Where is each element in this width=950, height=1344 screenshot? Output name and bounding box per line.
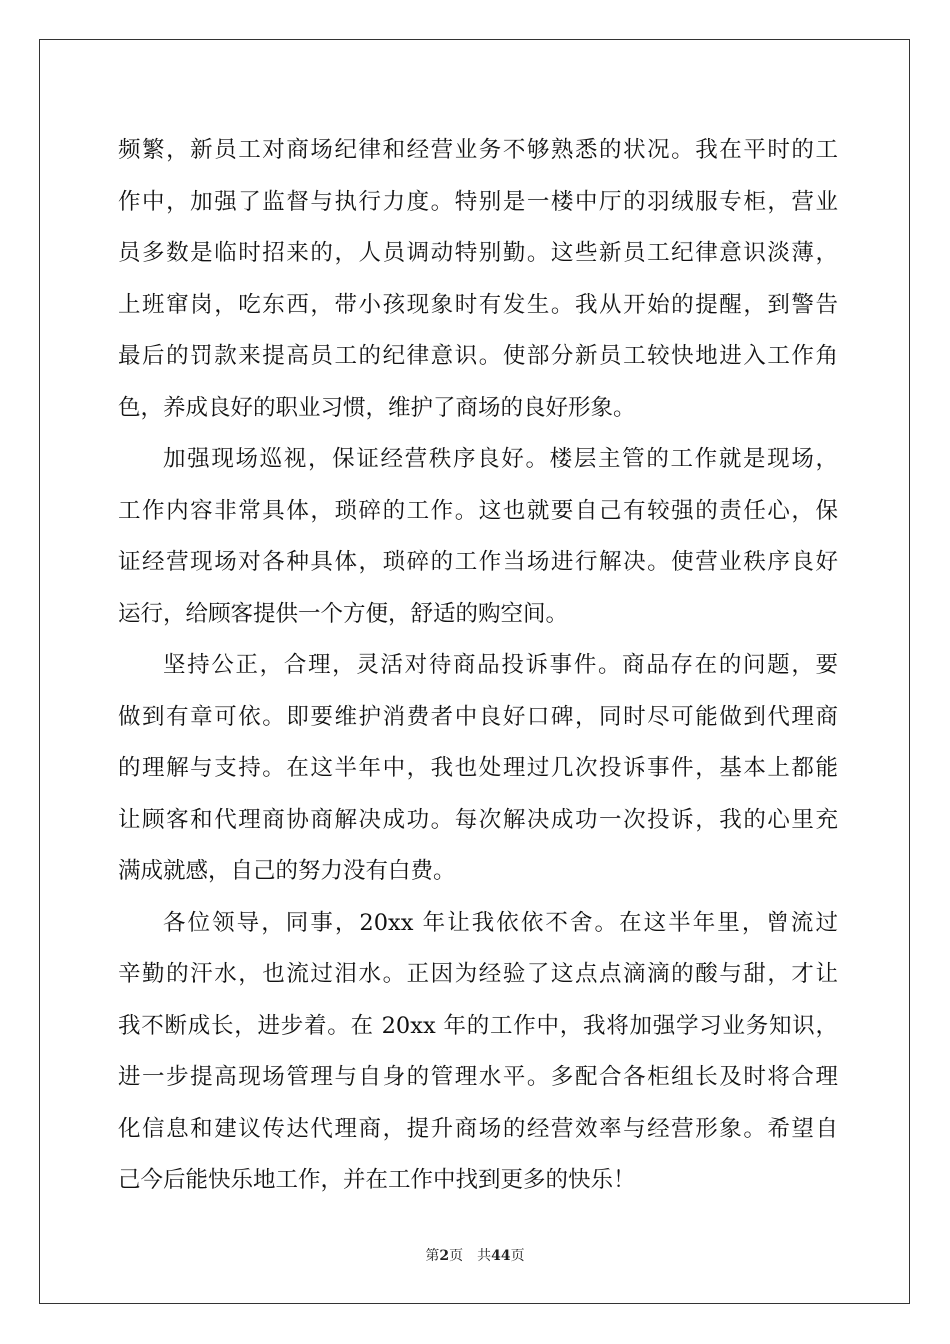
document-body <box>118 128 838 1210</box>
text-line: 加强现场巡视，保证经营秩序良好。楼层主管的工作就是现场， <box>163 446 838 472</box>
text-line: 进一步提高现场管理与自身的管理水平。多配合各柜组长及时将合理 <box>118 1064 838 1090</box>
page-number: 2 <box>439 1248 450 1264</box>
total-label-prefix: 共 <box>477 1248 492 1264</box>
paragraph <box>118 643 838 901</box>
paragraph <box>118 128 838 437</box>
text-line: 频繁，新员工对商场纪律和经营业务不够熟悉的状况。我在平时的工 <box>118 137 838 163</box>
text-line: 我不断成长，进步着。在 20xx 年的工作中，我将加强学习业务知识， <box>118 1012 838 1039</box>
text-line: 己今后能快乐地工作，并在工作中找到更多的快乐！ <box>118 1167 636 1193</box>
text-line: 作中，加强了监督与执行力度。特别是一楼中厅的羽绒服专柜，营业 <box>118 188 838 215</box>
text-line: 最后的罚款来提高员工的纪律意识。使部分新员工较快地进入工作角 <box>118 343 838 369</box>
text-line: 坚持公正，合理，灵活对待商品投诉事件。商品存在的问题，要 <box>163 652 838 678</box>
text-line: 化信息和建议传达代理商，提升商场的经营效率与经营形象。希望自 <box>118 1115 838 1142</box>
total-pages: 44 <box>491 1248 511 1264</box>
text-line: 色，养成良好的职业习惯，维护了商场的良好形象。 <box>118 394 636 421</box>
page-label-prefix: 第 <box>425 1248 440 1264</box>
page-label-suffix: 页 <box>449 1248 464 1264</box>
text-line: 员多数是临时招来的，人员调动特别勤。这些新员工纪律意识淡薄， <box>118 240 838 266</box>
page-footer <box>0 1245 950 1265</box>
text-line: 运行，给顾客提供一个方便，舒适的购空间。 <box>118 600 569 627</box>
paragraph <box>118 437 838 643</box>
text-line: 辛勤的汗水，也流过泪水。正因为经验了这点点滴滴的酸与甜，才让 <box>118 961 838 987</box>
text-line: 证经营现场对各种具体，琐碎的工作当场进行解决。使营业秩序良好 <box>118 549 838 575</box>
text-line: 的理解与支持。在这半年中，我也处理过几次投诉事件，基本上都能 <box>118 755 838 781</box>
text-line: 让顾客和代理商协商解决成功。每次解决成功一次投诉，我的心里充 <box>118 806 838 833</box>
text-line: 上班窜岗，吃东西，带小孩现象时有发生。我从开始的提醒，到警告 <box>118 291 838 318</box>
text-line: 做到有章可依。即要维护消费者中良好口碑，同时尽可能做到代理商 <box>118 703 838 730</box>
text-line: 满成就感，自己的努力没有白费。 <box>118 858 456 884</box>
paragraph <box>118 901 838 1210</box>
text-line: 各位领导，同事，20xx 年让我依依不舍。在这半年里，曾流过 <box>163 909 838 936</box>
total-label-suffix: 页 <box>510 1248 525 1264</box>
text-line: 工作内容非常具体，琐碎的工作。这也就要自己有较强的责任心，保 <box>118 497 838 524</box>
